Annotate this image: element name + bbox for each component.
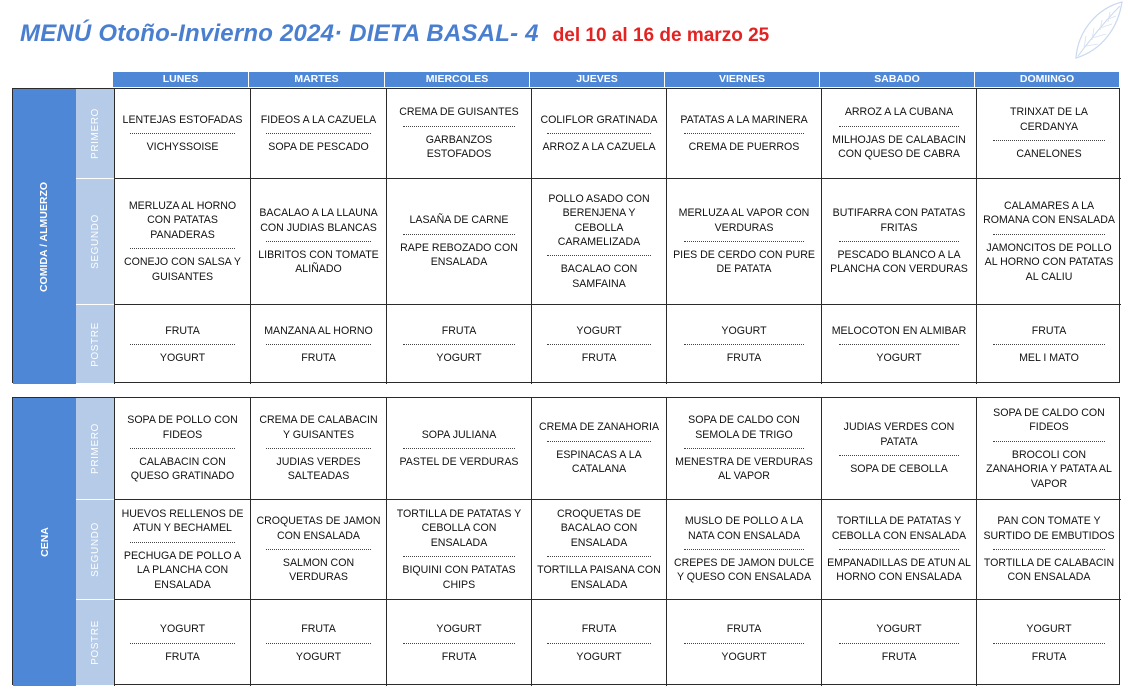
dotted-separator [266,549,371,550]
dotted-separator [403,643,516,644]
dish-name: CREMA DE CALABACIN Y GUISANTES [259,414,378,441]
menu-cell [666,500,821,600]
course-label [76,398,114,500]
dish-name: BROCOLI CON ZANAHORIA Y PATATA AL VAPOR [986,448,1112,490]
dotted-separator [266,241,371,242]
menu-cell [250,89,386,179]
dish-name: HUEVOS RELLENOS DE ATUN Y BECHAMEL [121,507,244,535]
day-header-viernes: VIERNES [665,72,820,87]
dotted-separator [684,344,805,345]
dish-name: FRUTA [165,324,200,337]
dotted-separator [684,241,805,242]
dotted-separator [403,344,516,345]
dish-name: MILHOJAS DE CALABACIN CON QUESO DE CABRA [832,133,966,161]
day-header-miercoles: MIERCOLES [385,72,530,87]
menu-cell [666,398,821,500]
menu-cell [666,179,821,305]
dish-name: PECHUGA DE POLLO A LA PLANCHA CON ENSALADA [123,549,242,591]
course-label [76,600,114,686]
dish-name: PESCADO BLANCO A LA PLANCHA CON VERDURAS [830,249,968,276]
dish-name: GARBANZOS ESTOFADOS [425,133,493,161]
dish-name: LASAÑA DE CARNE [409,214,509,227]
meal-section-comida [12,88,1120,383]
dish-name: SOPA DE CALDO CON SEMOLA DE TRIGO [688,414,800,441]
menu-cell [531,89,666,179]
menu-cell [976,600,1121,686]
dotted-separator [839,643,960,644]
dish-name: EMPANADILLAS DE ATUN AL HORNO CON ENSALADA [827,557,971,584]
dish-name: COLIFLOR GRATINADA [540,113,658,126]
meal-section-cena [12,397,1120,685]
dish-name: MEL I MATO [1019,352,1079,364]
menu-cell [821,179,976,305]
menu-cell [821,600,976,686]
dish-name: CANELONES [1016,148,1082,161]
dish-name: JUDIAS VERDES CON PATATA [843,421,955,448]
menu-cell [531,398,666,500]
dish-name: MUSLO DE POLLO A LA NATA CON ENSALADA [684,515,804,542]
menu-cell [666,89,821,179]
menu-cell [976,398,1121,500]
dish-name: SALMON CON VERDURAS [282,557,355,584]
dish-name: FRUTA [301,352,336,364]
menu-cell [976,89,1121,179]
dotted-separator [403,448,516,449]
course-label [76,500,114,600]
dish-name: MENESTRA DE VERDURAS AL VAPOR [675,456,813,483]
dish-name: SOPA DE PESCADO [268,141,369,153]
menu-cell [666,305,821,384]
menu-cell [821,500,976,600]
menu-cell [386,305,531,384]
dish-name: SOPA DE CALDO CON FIDEOS [993,406,1105,434]
dish-name: CROQUETAS DE BACALAO CON ENSALADA [557,507,641,549]
dish-name: FRUTA [301,623,336,636]
menu-cell [250,500,386,600]
dish-name: FRUTA [581,623,617,636]
dish-name: ARROZ A LA CAZUELA [542,141,656,153]
meal-label-text: COMIDA / ALMUERZO [38,181,51,292]
menu-cell [114,500,250,600]
dish-name: ARROZ A LA CUBANA [844,106,954,119]
meal-label-text: CENA [38,527,51,557]
dotted-separator [993,441,1106,442]
course-label [76,89,114,179]
dotted-separator [547,441,651,442]
dotted-separator [839,126,960,127]
meal-label [13,398,76,686]
menu-cell [821,89,976,179]
menu-cell [250,305,386,384]
menu-title: MENÚ Otoño-Invierno 2024· DIETA BASAL- 4 [20,20,539,47]
dotted-separator [403,126,516,127]
dish-name: TORTILLA DE PATATAS Y CEBOLLA CON ENSALADA [396,507,522,549]
menu-date-range: del 10 al 16 de marzo 25 [552,25,770,46]
menu-cell [114,398,250,500]
day-header-lunes: LUNES [113,72,249,87]
dotted-separator [839,344,960,345]
dish-name: BIQUINI CON PATATAS CHIPS [402,564,516,591]
dotted-separator [130,448,235,449]
dish-name: SOPA DE CEBOLLA [850,463,948,476]
dotted-separator [684,549,805,550]
menu-cell [531,179,666,305]
day-header-sabado: SABADO [820,72,975,87]
dotted-separator [993,344,1106,345]
dotted-separator [993,549,1106,550]
dish-name: CROQUETAS DE JAMON CON ENSALADA [256,515,381,542]
meal-label [13,89,76,384]
menu-cell [386,398,531,500]
dish-name: CREPES DE JAMON DULCE Y QUESO CON ENSALADA [673,557,815,584]
dotted-separator [130,344,235,345]
dish-name: YOGURT [159,623,206,636]
dish-name: YOGURT [576,650,622,663]
dish-name: YOGURT [876,623,922,636]
dotted-separator [684,448,805,449]
dish-name: YOGURT [1026,623,1072,636]
menu-cell [250,398,386,500]
course-label [76,179,114,305]
dish-name: YOGURT [295,650,342,663]
menu-cell [250,600,386,686]
dotted-separator [266,133,371,134]
dish-name: YOGURT [721,650,767,663]
course-label-text: POSTRE [89,620,101,665]
dish-name: LIBRITOS CON TOMATE ALIÑADO [258,249,379,276]
dotted-separator [993,234,1106,235]
dish-name: CALAMARES A LA ROMANA CON ENSALADA [983,199,1115,227]
dish-name: CONEJO CON SALSA Y GUISANTES [124,256,241,283]
menu-cell [531,305,666,384]
menu-cell [114,305,250,384]
dotted-separator [993,643,1106,644]
dish-name: PAN CON TOMATE Y SURTIDO DE EMBUTIDOS [983,515,1115,542]
course-label-text: SEGUNDO [89,522,101,577]
dotted-separator [130,643,235,644]
course-label-text: PRIMERO [89,108,101,159]
dish-name: FIDEOS A LA CAZUELA [260,113,377,126]
dish-name: PASTEL DE VERDURAS [399,456,519,468]
dish-name: JUDIAS VERDES SALTEADAS [276,456,361,483]
dish-name: TORTILLA DE PATATAS Y CEBOLLA CON ENSALADA [831,515,967,542]
dish-name: FRUTA [581,352,617,364]
menu-cell [386,89,531,179]
day-header-martes: MARTES [249,72,385,87]
dish-name: MELOCOTON EN ALMIBAR [831,324,967,337]
dish-name: FRUTA [726,352,762,364]
menu-cell [114,179,250,305]
dish-name: RAPE REBOZADO CON ENSALADA [400,241,518,269]
dotted-separator [547,255,651,256]
menu-cell [976,500,1121,600]
dish-name: PATATAS A LA MARINERA [680,113,808,126]
dish-name: YOGURT [159,352,206,364]
dish-name: FRUTA [1031,324,1067,337]
dish-name: FRUTA [881,650,917,663]
dish-name: POLLO ASADO CON BERENJENA Y CEBOLLA CARAMELIZADA [548,192,650,248]
course-label-text: PRIMERO [89,423,101,474]
dish-name: MERLUZA AL VAPOR CON VERDURAS [678,207,810,234]
dish-name: MANZANA AL HORNO [264,324,373,337]
menu-cell [821,305,976,384]
dish-name: FRUTA [1031,650,1067,663]
dotted-separator [839,549,960,550]
course-label-text: SEGUNDO [89,214,101,269]
menu-cell [531,600,666,686]
dotted-separator [130,248,235,249]
dish-name: FRUTA [441,650,477,663]
dotted-separator [547,133,651,134]
dish-name: CREMA DE PUERROS [688,141,800,153]
dish-name: ESPINACAS A LA CATALANA [556,448,642,476]
course-label [76,305,114,384]
dish-name: BACALAO CON SAMFAINA [560,263,638,290]
day-header-jueves: JUEVES [530,72,665,87]
dish-name: FRUTA [165,650,200,663]
dotted-separator [403,556,516,557]
dish-name: SOPA JULIANA [421,428,497,441]
dotted-separator [403,234,516,235]
leaf-logo-icon [1068,0,1124,64]
dish-name: CREMA DE GUISANTES [399,106,519,119]
menu-cell [386,600,531,686]
dish-name: JAMONCITOS DE POLLO AL HORNO CON PATATAS AL CALIU [984,241,1114,283]
dotted-separator [684,643,805,644]
dish-name: YOGURT [721,324,767,337]
menu-cell [976,305,1121,384]
dish-name: VICHYSSOISE [146,141,219,153]
dish-name: TRINXAT DE LA CERDANYA [1010,106,1088,133]
menu-cell [531,500,666,600]
dotted-separator [130,542,235,543]
dotted-separator [839,241,960,242]
dish-name: BUTIFARRA CON PATATAS FRITAS [832,207,966,234]
menu-cell [821,398,976,500]
menu-cell [666,600,821,686]
dotted-separator [547,344,651,345]
day-header-domingo: DOMIINGO [975,72,1120,87]
menu-cell [976,179,1121,305]
dish-name: MERLUZA AL HORNO CON PATATAS PANADERAS [128,199,237,241]
dish-name: YOGURT [876,352,922,364]
dish-name: YOGURT [436,623,482,636]
dotted-separator [547,556,651,557]
weekday-header-row [113,72,1120,87]
dish-name: FRUTA [726,623,762,636]
dish-name: SOPA DE POLLO CON FIDEOS [127,414,238,441]
dotted-separator [839,455,960,456]
menu-cell [250,179,386,305]
dish-name: YOGURT [576,324,622,337]
dotted-separator [266,643,371,644]
dish-name: CREMA DE ZANAHORIA [538,421,660,434]
dish-name: FRUTA [441,324,477,337]
dotted-separator [266,448,371,449]
course-label-text: POSTRE [89,321,101,367]
dish-name: LENTEJAS ESTOFADAS [122,113,243,126]
dish-name: PIES DE CERDO CON PURE DE PATATA [673,249,815,276]
dotted-separator [684,133,805,134]
dotted-separator [993,140,1106,141]
dish-name: YOGURT [436,352,482,364]
dotted-separator [266,344,371,345]
dish-name: CALABACIN CON QUESO GRATINADO [130,456,235,483]
menu-cell [386,500,531,600]
page-header [20,20,769,52]
dish-name: BACALAO A LA LLAUNA CON JUDIAS BLANCAS [259,207,378,234]
dish-name: TORTILLA DE CALABACIN CON ENSALADA [983,557,1115,584]
dotted-separator [547,643,651,644]
dotted-separator [130,133,235,134]
menu-cell [386,179,531,305]
menu-cell [114,600,250,686]
menu-cell [114,89,250,179]
dish-name: TORTILLA PAISANA CON ENSALADA [537,564,661,591]
